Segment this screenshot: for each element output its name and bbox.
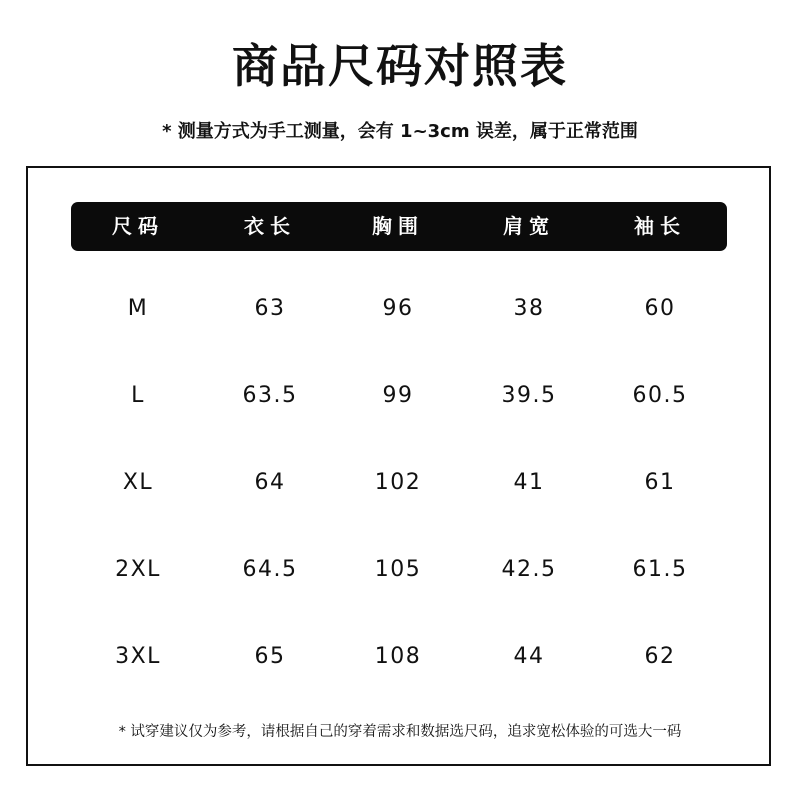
table-cell-length: 64.5 bbox=[242, 557, 298, 582]
table-cell-shoulder: 39.5 bbox=[501, 383, 557, 408]
table-cell-sleeve: 60.5 bbox=[632, 383, 688, 408]
table-cell-chest: 108 bbox=[374, 644, 422, 669]
table-cell-sleeve: 62 bbox=[644, 644, 676, 669]
table-cell-size: XL bbox=[122, 470, 154, 495]
table-cell-shoulder: 44 bbox=[513, 644, 545, 669]
measurement-note: * 测量方式为手工测量，会有 1~3cm 误差，属于正常范围 bbox=[162, 121, 638, 142]
header-shoulder: 肩宽 bbox=[503, 214, 555, 238]
header-chest: 胸围 bbox=[372, 214, 424, 238]
table-cell-sleeve: 60 bbox=[644, 296, 676, 321]
table-cell-chest: 99 bbox=[382, 383, 414, 408]
fitting-advice-note: * 试穿建议仅为参考，请根据自己的穿着需求和数据选尺码，追求宽松体验的可选大一码 bbox=[118, 724, 682, 740]
table-cell-size: 2XL bbox=[115, 557, 161, 582]
table-cell-size: M bbox=[127, 296, 149, 321]
table-cell-shoulder: 41 bbox=[513, 470, 545, 495]
table-cell-length: 63 bbox=[254, 296, 286, 321]
header-sleeve: 袖长 bbox=[634, 214, 686, 238]
table-cell-chest: 102 bbox=[374, 470, 422, 495]
table-cell-chest: 96 bbox=[382, 296, 414, 321]
table-cell-length: 64 bbox=[254, 470, 286, 495]
table-cell-chest: 105 bbox=[374, 557, 422, 582]
page-title: 商品尺码对照表 bbox=[232, 39, 568, 93]
table-cell-sleeve: 61.5 bbox=[632, 557, 688, 582]
table-cell-size: 3XL bbox=[115, 644, 161, 669]
table-cell-length: 65 bbox=[254, 644, 286, 669]
header-size: 尺码 bbox=[112, 214, 164, 238]
table-cell-sleeve: 61 bbox=[644, 470, 676, 495]
table-cell-length: 63.5 bbox=[242, 383, 298, 408]
table-cell-shoulder: 38 bbox=[513, 296, 545, 321]
table-cell-shoulder: 42.5 bbox=[501, 557, 557, 582]
table-cell-size: L bbox=[131, 383, 145, 408]
header-length: 衣长 bbox=[244, 214, 296, 238]
